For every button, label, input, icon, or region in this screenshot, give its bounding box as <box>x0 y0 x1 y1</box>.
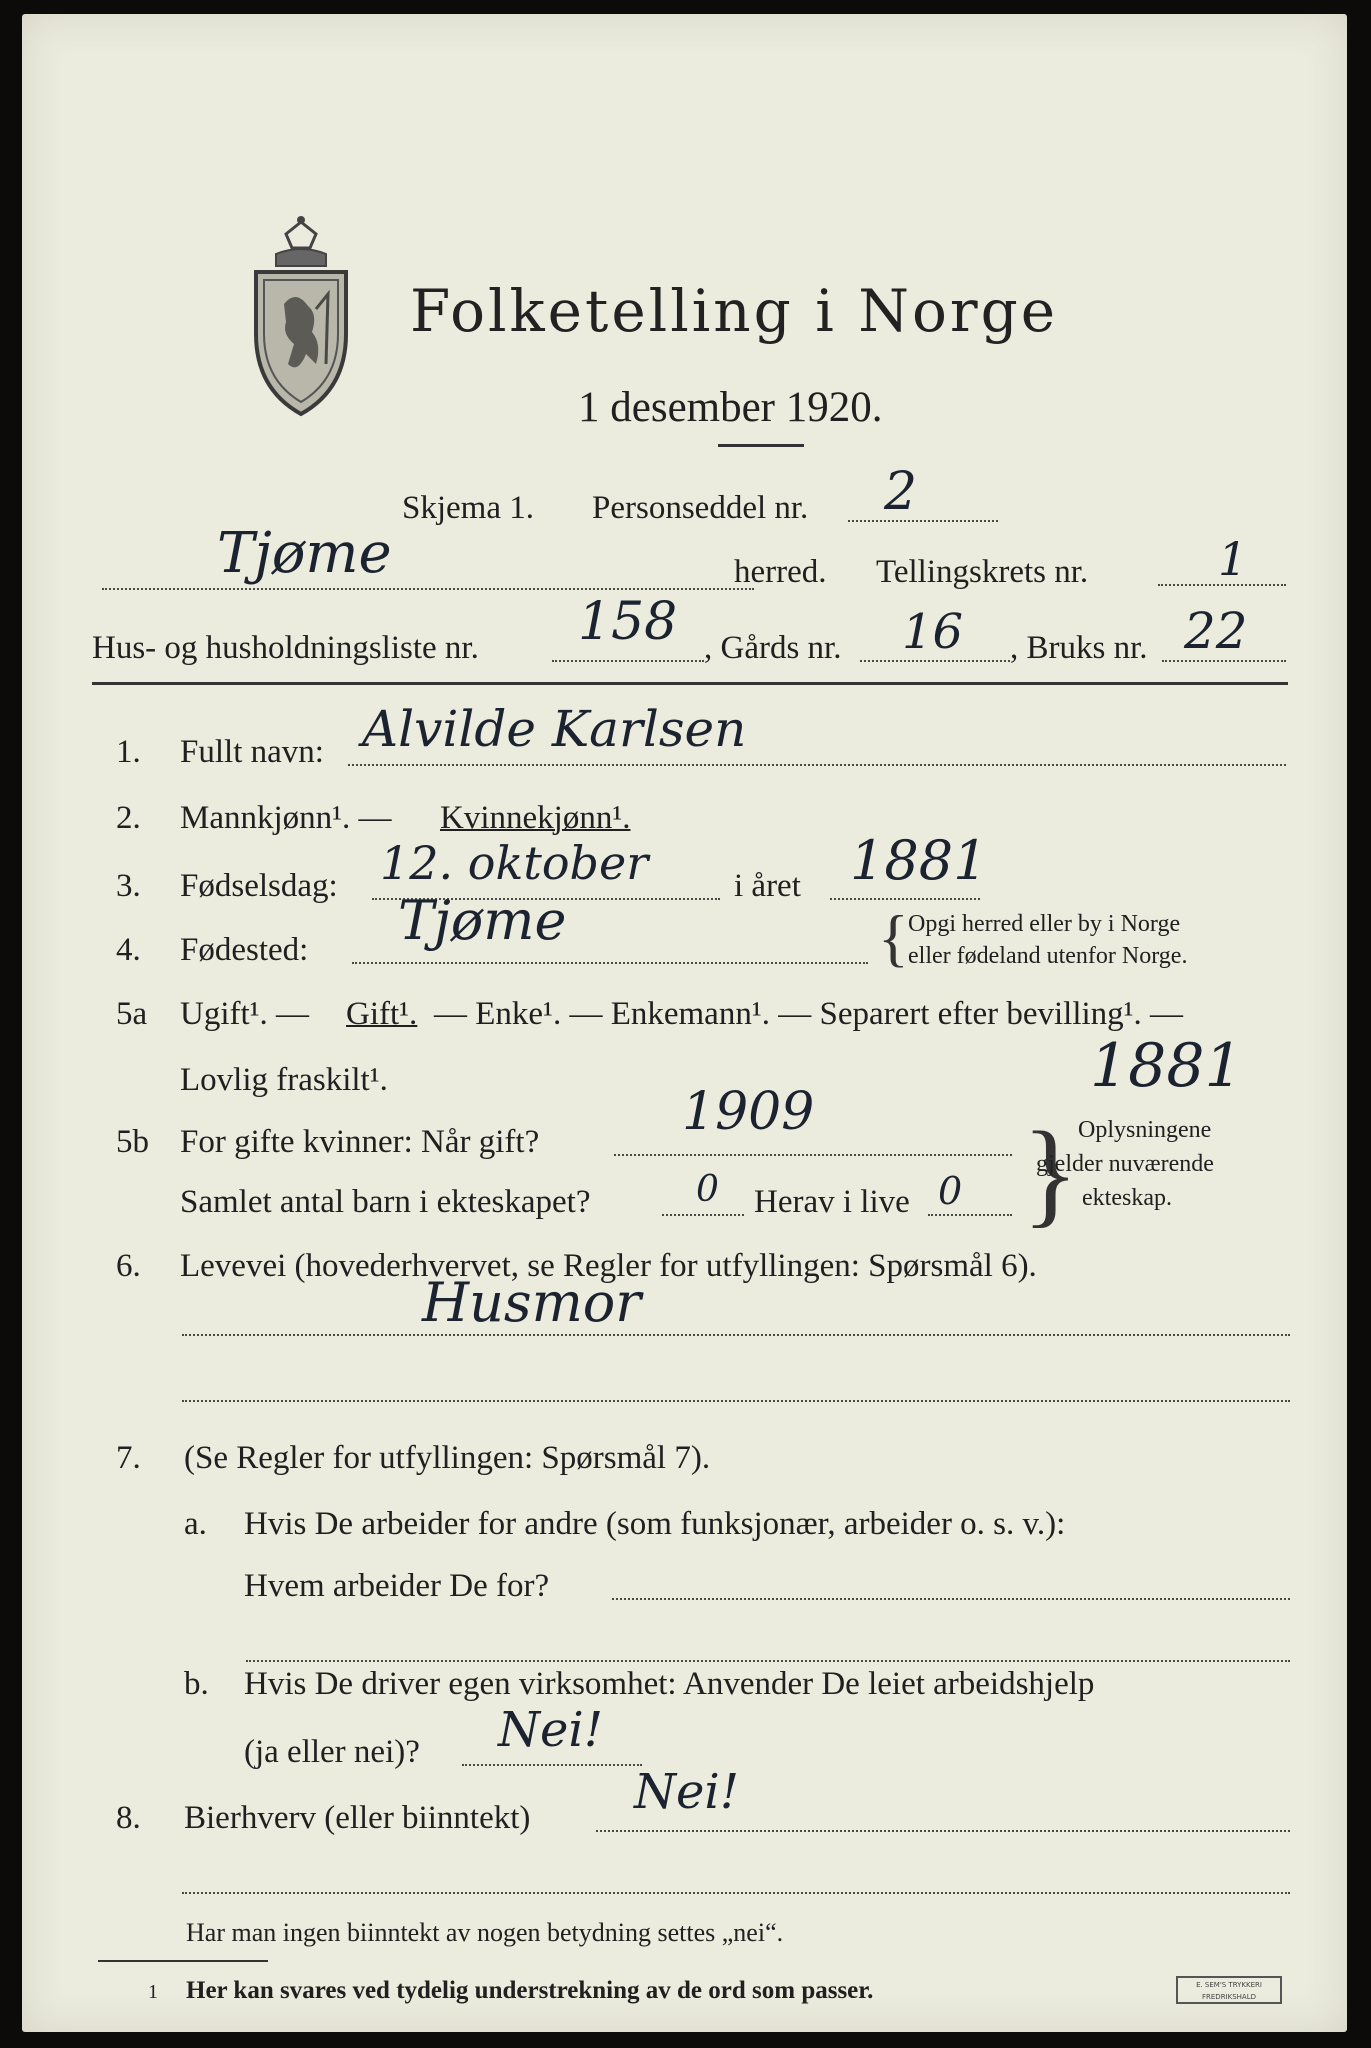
q3-year-label: i året <box>734 868 801 904</box>
q5a-unmarried: Ugift¹. — <box>180 996 310 1032</box>
q5b-note-3: ekteskap. <box>1082 1185 1172 1211</box>
q3-number: 3. <box>116 868 141 904</box>
herred-value: Tjøme <box>217 521 392 586</box>
form-title: Folketelling i Norge <box>410 277 1059 345</box>
q5a-other-options: — Enke¹. — Enkemann¹. — Separert efter bevilling¹. — <box>434 996 1184 1032</box>
census-form-page <box>22 14 1347 2032</box>
personseddel-line <box>848 520 998 522</box>
bruks-value: 22 <box>1184 602 1248 660</box>
q8-label: Bierhverv (eller biinntekt) <box>184 1800 531 1836</box>
q1-number: 1. <box>116 734 141 770</box>
tellingskrets-value: 1 <box>1218 532 1248 586</box>
q3-year-line <box>830 898 980 900</box>
q4-line <box>352 962 868 964</box>
personseddel-label: Personseddel nr. <box>592 490 809 526</box>
census-date: 1 desember 1920. <box>578 384 883 431</box>
q6-number: 6. <box>116 1248 141 1284</box>
q8-number: 8. <box>116 1800 141 1836</box>
q2-number: 2. <box>116 800 141 836</box>
tellingskrets-label: Tellingskrets nr. <box>876 554 1089 590</box>
q8-line-2 <box>182 1892 1290 1894</box>
q7b-letter: b. <box>184 1666 209 1702</box>
footnote-number: 1 <box>148 1981 158 2003</box>
q7-label: (Se Regler for utfyllingen: Spørsmål 7). <box>184 1440 711 1476</box>
q8-line-1 <box>596 1830 1290 1832</box>
q7a-line-1 <box>612 1598 1290 1600</box>
footnote-text: Her kan svares ved tydelig understrekning av de ord som passer. <box>186 1977 874 2004</box>
q5b-note-1: Oplysningene <box>1078 1117 1212 1143</box>
bruks-line <box>1162 660 1286 662</box>
q4-note-1: Opgi herred eller by i Norge <box>908 911 1181 937</box>
q2-male-option: Mannkjønn¹. — <box>180 800 392 836</box>
printer-stamp: E. SEM'S TRYKKERI FREDRIKSHALD <box>1176 1976 1282 2004</box>
q5a-married: Gift¹. <box>346 996 418 1032</box>
q5b-alive-line <box>928 1214 1012 1216</box>
footnote-rule <box>98 1960 268 1962</box>
q5b-children-value: 0 <box>696 1169 719 1210</box>
title-divider <box>718 444 804 447</box>
q5b-children-line <box>662 1214 744 1216</box>
q7a-text: Hvis De arbeider for andre (som funksjonær, arbeider o. s. v.): <box>244 1506 1066 1542</box>
q2-female-option: Kvinnekjønn¹. <box>440 800 631 836</box>
q5b-children-label: Samlet antal barn i ekteskapet? <box>180 1184 591 1220</box>
q5b-brace: } <box>1022 1107 1079 1238</box>
q6-line-1 <box>182 1334 1290 1336</box>
q7a-line-2 <box>246 1660 1290 1662</box>
q4-number: 4. <box>116 932 141 968</box>
hus-label: Hus- og husholdningsliste nr. <box>92 630 479 666</box>
q7b-question: (ja eller nei)? <box>244 1734 420 1770</box>
footer-note: Har man ingen biinntekt av nogen betydning settes „nei“. <box>186 1918 784 1947</box>
q1-value: Alvilde Karlsen <box>362 700 747 758</box>
q5a-number: 5a <box>116 996 148 1032</box>
q1-line <box>348 764 1286 766</box>
q5a-divorced: Lovlig fraskilt¹. <box>180 1062 388 1098</box>
norway-coat-of-arms-icon <box>246 214 356 419</box>
q4-brace: { <box>878 902 909 973</box>
herred-line <box>102 588 754 590</box>
q6-line-2 <box>182 1400 1290 1402</box>
q1-label: Fullt navn: <box>180 734 324 770</box>
q5b-married-label: For gifte kvinner: Når gift? <box>180 1124 540 1160</box>
q5b-married-value: 1909 <box>682 1082 815 1142</box>
q5b-number: 5b <box>116 1124 149 1160</box>
q4-label: Fødested: <box>180 932 309 968</box>
q7a-question: Hvem arbeider De for? <box>244 1568 550 1604</box>
q3-label: Fødselsdag: <box>180 868 338 904</box>
personseddel-value: 2 <box>884 462 918 522</box>
q5b-married-line <box>614 1154 1012 1156</box>
q5b-alive-value: 0 <box>938 1169 963 1213</box>
herred-label: herred. <box>734 554 827 590</box>
q3-day-value: 12. oktober <box>380 836 649 890</box>
q7b-text: Hvis De driver egen virksomhet: Anvender De leiet arbeidshjelp <box>244 1666 1095 1702</box>
hus-value: 158 <box>578 592 678 652</box>
q3-year-value: 1881 <box>850 829 988 892</box>
header-divider <box>92 682 1288 685</box>
q7b-value: Nei! <box>498 1702 604 1758</box>
q7b-line <box>462 1764 642 1766</box>
q5a-margin-note: 1881 <box>1090 1031 1243 1101</box>
q7a-letter: a. <box>184 1506 207 1542</box>
q5b-alive-label: Herav i live <box>754 1184 910 1220</box>
bruks-label: , Bruks nr. <box>1010 630 1148 666</box>
hus-line <box>552 660 704 662</box>
q4-value: Tjøme <box>398 889 567 952</box>
q6-value: Husmor <box>422 1271 642 1334</box>
q4-note-2: eller fødeland utenfor Norge. <box>908 943 1188 969</box>
schema-label: Skjema 1. <box>402 490 534 526</box>
q5b-note-2: gjelder nuværende <box>1036 1151 1214 1177</box>
gards-label: , Gårds nr. <box>704 630 842 666</box>
gards-line <box>860 660 1010 662</box>
gards-value: 16 <box>902 604 964 660</box>
q7-number: 7. <box>116 1440 141 1476</box>
q6-label: Levevei (hovederhvervet, se Regler for utfyllingen: Spørsmål 6). <box>180 1248 1037 1284</box>
q8-value: Nei! <box>634 1764 740 1820</box>
